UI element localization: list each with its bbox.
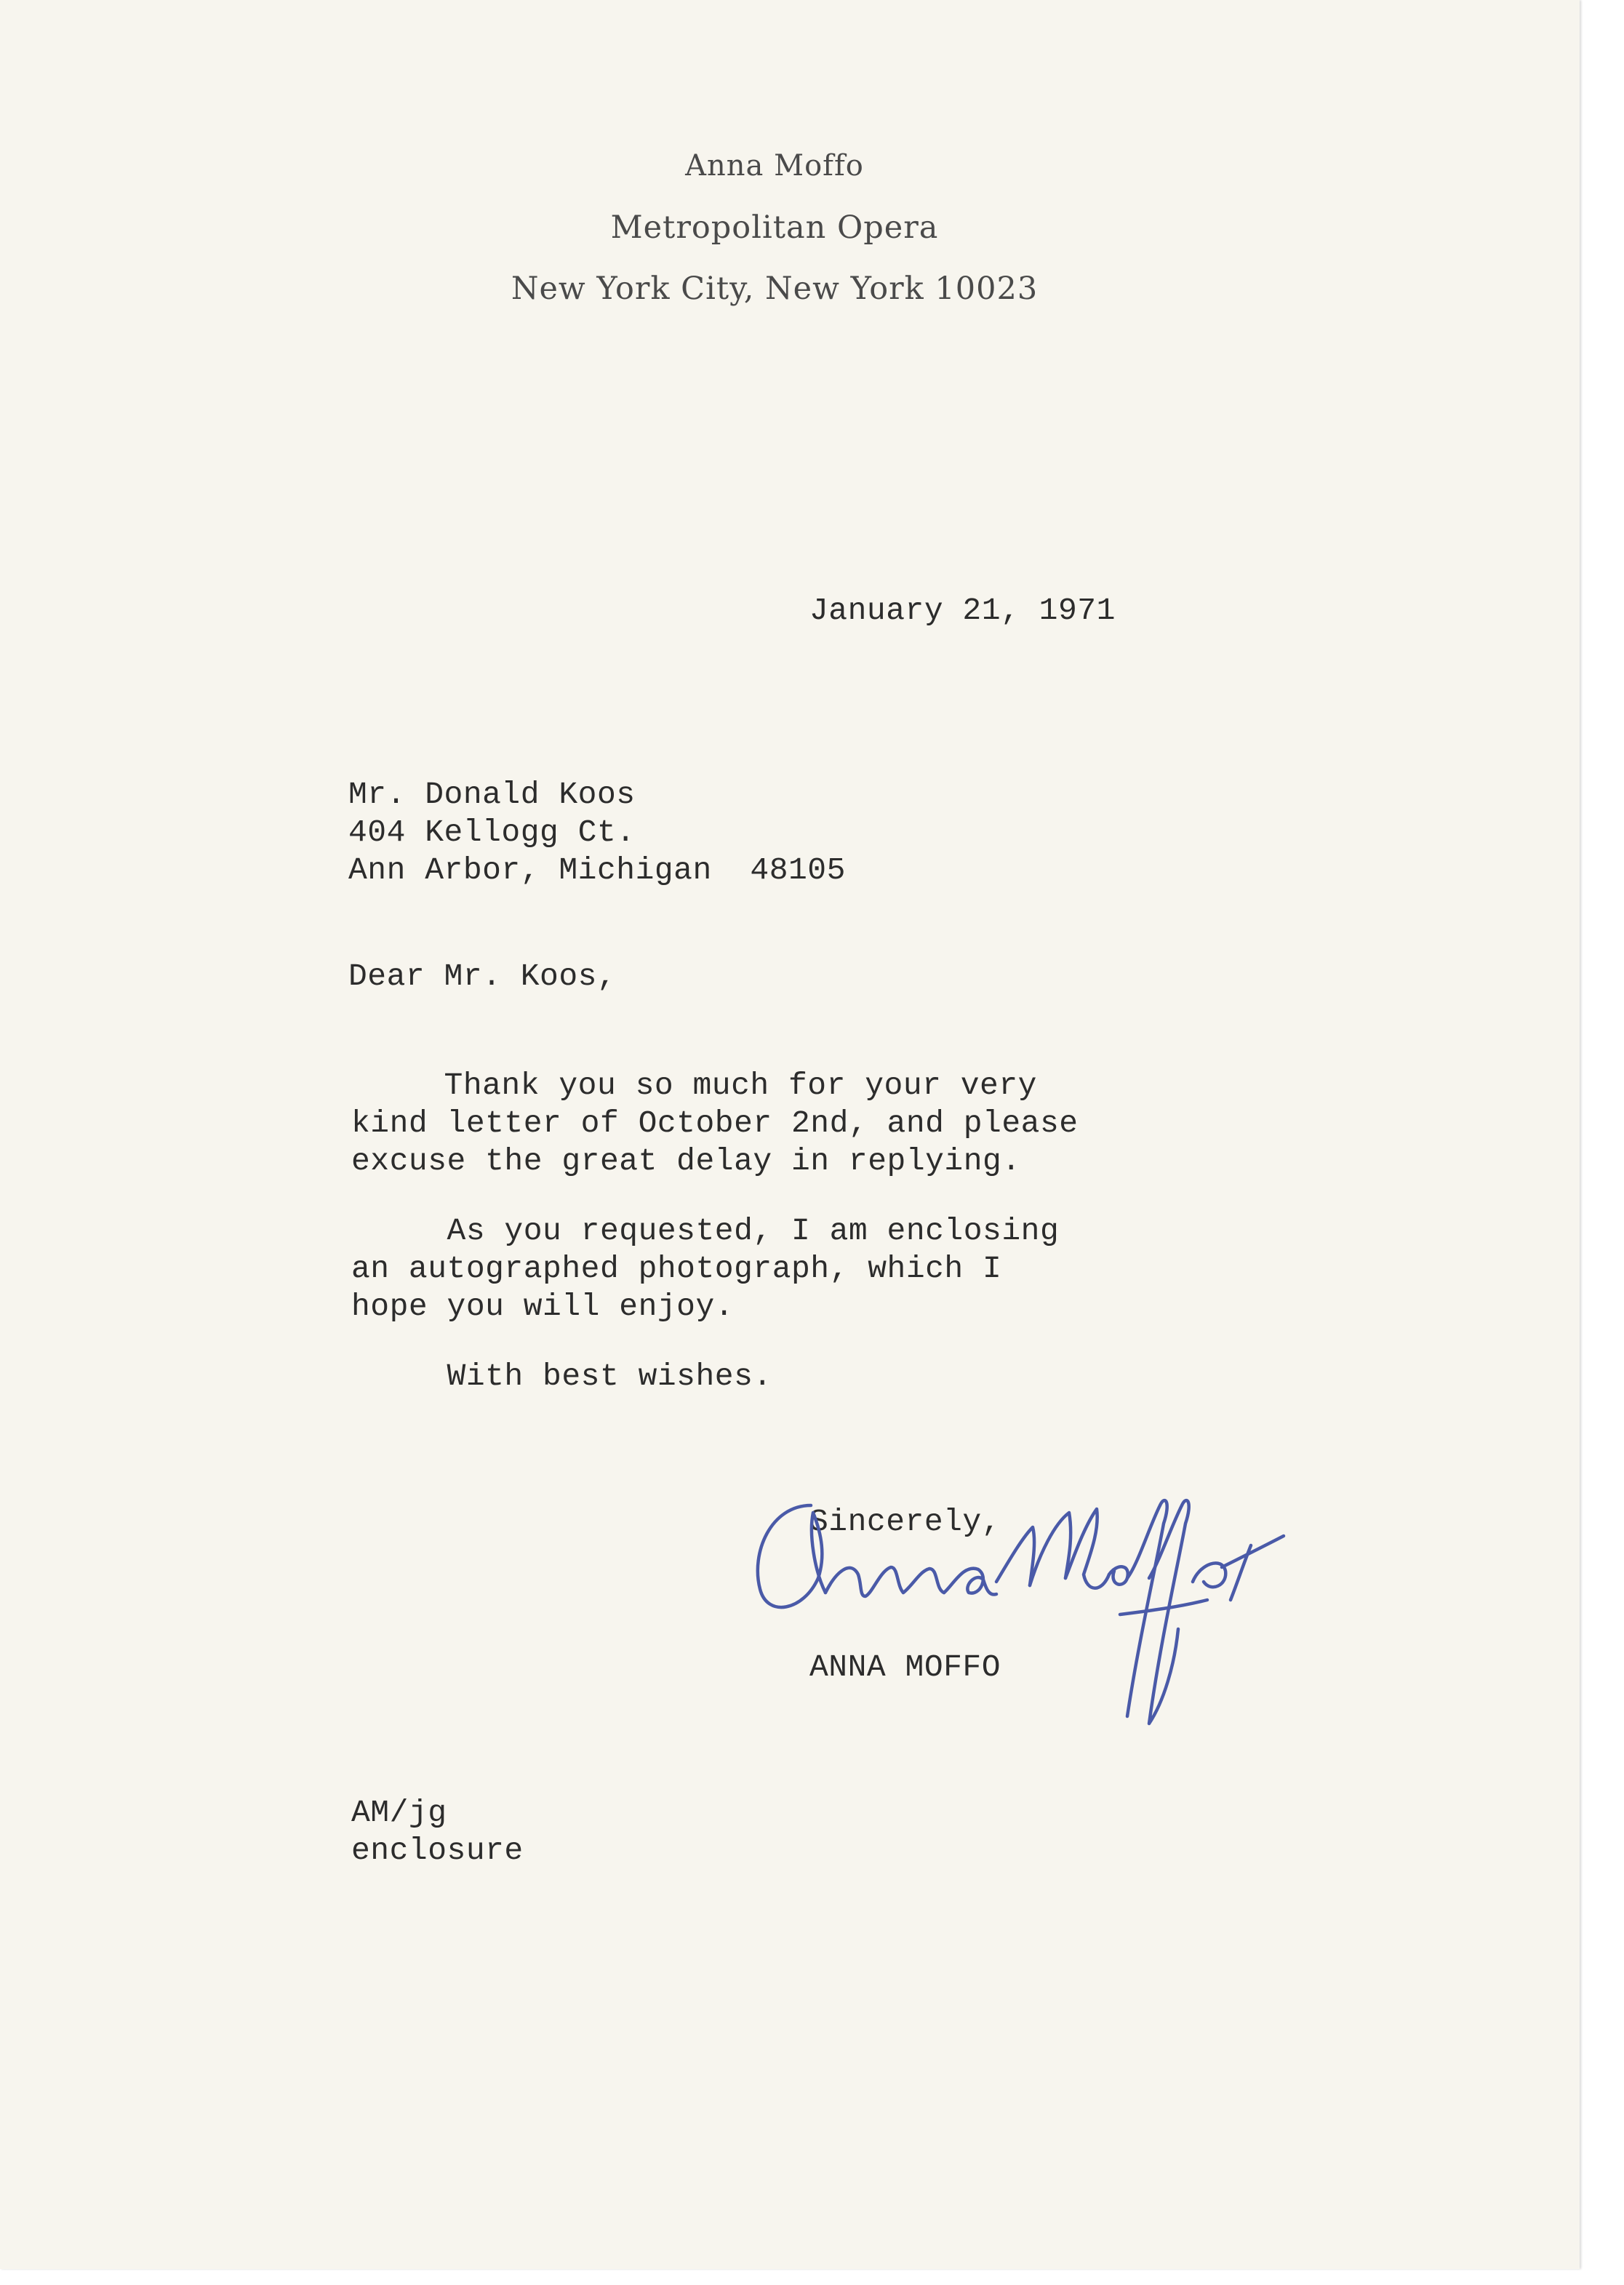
body-paragraph-2-line-2: an autographed photograph, which I: [351, 1251, 1002, 1286]
body-paragraph-2-line-3: hope you will enjoy.: [351, 1289, 735, 1324]
body-paragraph-1-line-2: kind letter of October 2nd, and please: [351, 1105, 1079, 1141]
valediction: Sincerely,: [809, 1504, 1001, 1540]
recipient-city: Ann Arbor, Michigan 48105: [348, 852, 846, 888]
signature: [742, 1484, 1295, 1760]
letterhead-organization: Metropolitan Opera: [610, 209, 939, 246]
recipient-street: 404 Kellogg Ct.: [348, 815, 636, 850]
letter-date: January 21, 1971: [809, 593, 1116, 628]
body-paragraph-1-line-3: excuse the great delay in replying.: [351, 1143, 1021, 1179]
letterhead-city: New York City, New York 10023: [511, 271, 1039, 307]
body-paragraph-2-line-1: As you requested, I am enclosing: [351, 1213, 1060, 1249]
reference-initials: AM/jg: [351, 1795, 447, 1830]
salutation: Dear Mr. Koos,: [348, 959, 617, 994]
typed-name: ANNA MOFFO: [809, 1649, 1001, 1685]
enclosure-note: enclosure: [351, 1833, 524, 1868]
body-paragraph-3-line-1: With best wishes.: [351, 1358, 772, 1394]
letterhead-name: Anna Moffo: [685, 149, 864, 183]
body-paragraph-1-line-1: Thank you so much for your very: [348, 1068, 1037, 1103]
recipient-name: Mr. Donald Koos: [348, 777, 636, 812]
